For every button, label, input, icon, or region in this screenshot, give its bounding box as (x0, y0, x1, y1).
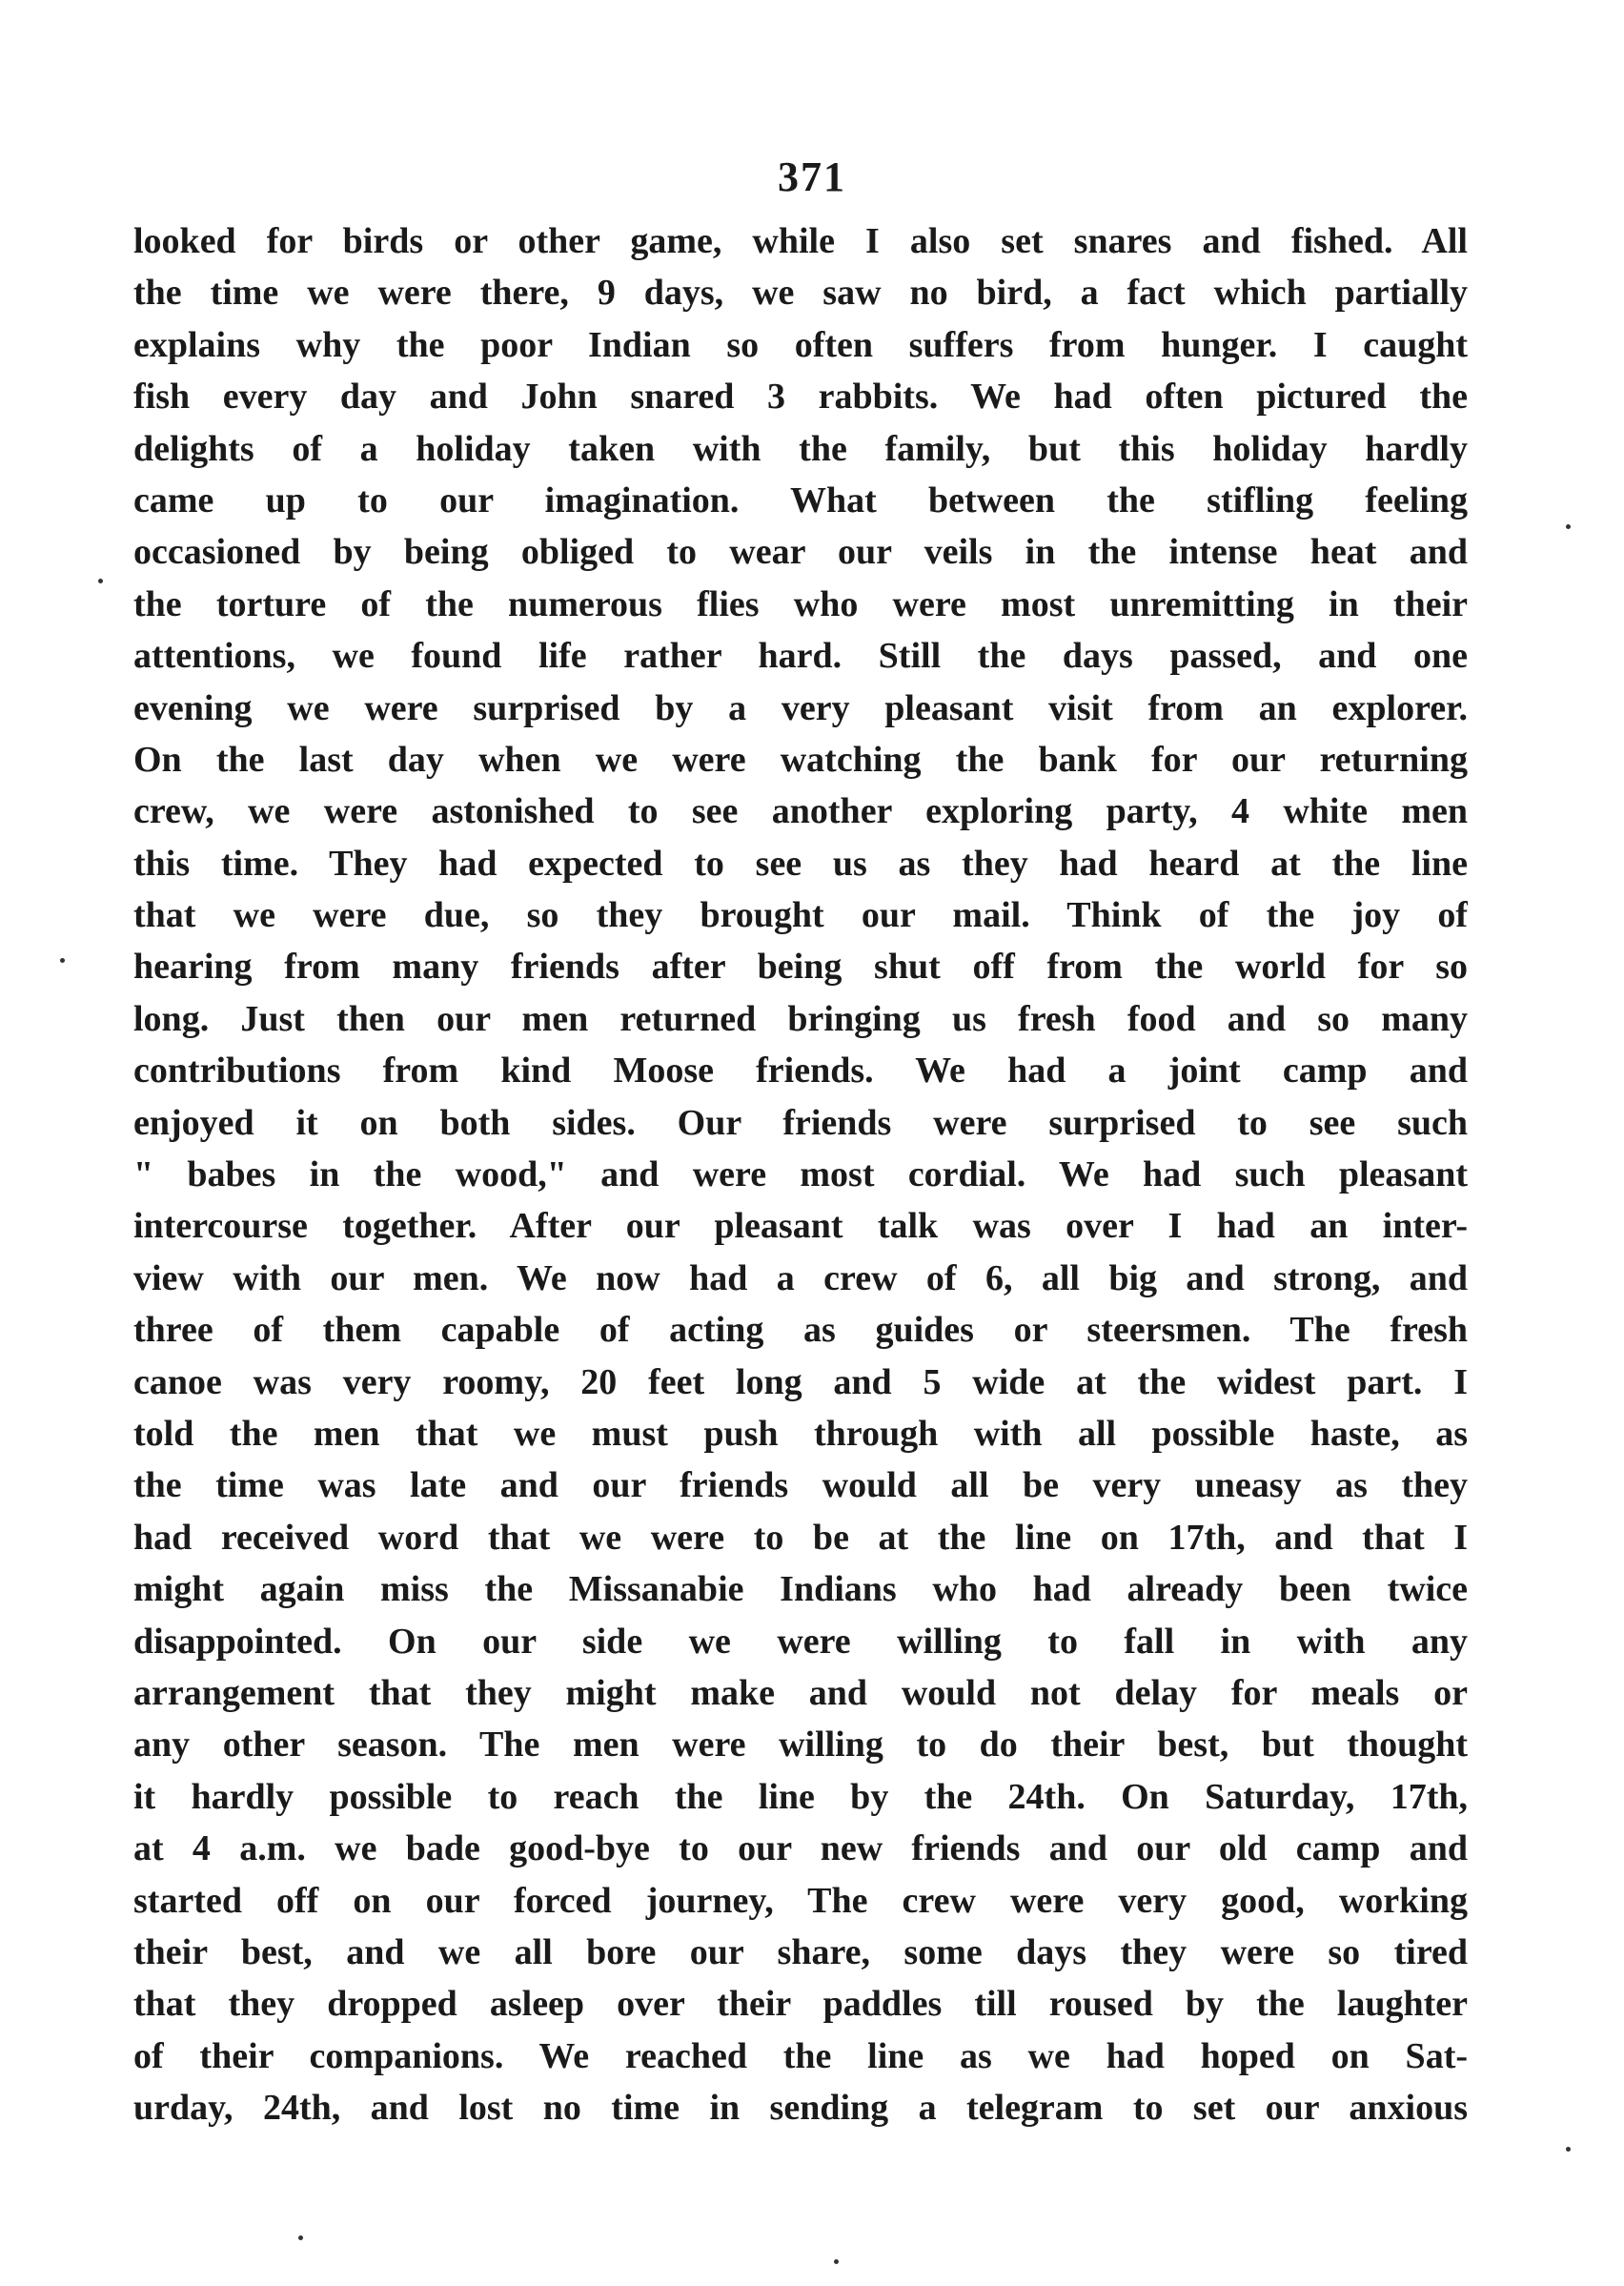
text-line: enjoyed it on both sides. Our friends were surprised to see such (133, 1102, 1468, 1143)
text-line: the torture of the numerous flies who were most unremitting in their (133, 583, 1468, 624)
text-line: evening we were surprised by a very pleasant visit from an explorer. (133, 687, 1468, 728)
text-line: three of them capable of acting as guides or steersmen. The fresh (133, 1310, 1468, 1351)
scan-speck (298, 2235, 303, 2240)
scan-speck (60, 958, 65, 963)
text-line: their best, and we all bore our share, some days they were so tired (133, 1931, 1468, 1972)
text-line: intercourse together. After our pleasant talk was over I had an inter- (133, 1206, 1468, 1247)
text-line: view with our men. We now had a crew of 6, all big and strong, and (133, 1257, 1468, 1298)
text-line: the time was late and our friends would all be very uneasy as they (133, 1465, 1468, 1506)
text-line: looked for birds or other game, while I also set snares and fished. All (133, 221, 1468, 261)
text-line: hearing from many friends after being shut off from the world for so (133, 947, 1468, 988)
text-line: disappointed. On our side we were willing to fall in with any (133, 1621, 1468, 1662)
text-line: On the last day when we were watching the bank for our returning (133, 739, 1468, 780)
page-number: 371 (778, 153, 846, 200)
text-line: crew, we were astonished to see another exploring party, 4 white men (133, 791, 1468, 832)
text-line: urday, 24th, and lost no time in sending a telegram to set our anxious (133, 2088, 1468, 2129)
text-line: came up to our imagination. What between the stifling feeling (133, 480, 1468, 520)
text-line: occasioned by being obliged to wear our veils in the intense heat and (133, 532, 1468, 573)
text-line: attentions, we found life rather hard. Still the days passed, and one (133, 636, 1468, 677)
text-line: contributions from kind Moose friends. We had a joint camp and (133, 1051, 1468, 1092)
text-line: at 4 a.m. we bade good-bye to our new friends and our old camp and (133, 1828, 1468, 1869)
scan-speck (98, 579, 103, 583)
text-line: it hardly possible to reach the line by the 24th. On Saturday, 17th, (133, 1776, 1468, 1817)
body-text (133, 215, 1468, 2133)
text-line: started off on our forced journey, The crew were very good, working (133, 1880, 1468, 1921)
text-line: had received word that we were to be at the line on 17th, and that I (133, 1517, 1468, 1558)
text-line: that they dropped asleep over their paddles till roused by the laughter (133, 1984, 1468, 2025)
text-line: arrangement that they might make and would not delay for meals or (133, 1672, 1468, 1713)
text-line: of their companions. We reached the line as we had hoped on Sat- (133, 2035, 1468, 2076)
text-line: " babes in the wood," and were most cordial. We had such pleasant (133, 1154, 1468, 1195)
text-line: might again miss the Missanabie Indians who had already been twice (133, 1569, 1468, 1610)
text-line: long. Just then our men returned bringing us fresh food and so many (133, 998, 1468, 1039)
text-line: canoe was very roomy, 20 feet long and 5 wide at the widest part. I (133, 1361, 1468, 1402)
scan-speck (834, 2259, 839, 2264)
text-line: told the men that we must push through with all possible haste, as (133, 1413, 1468, 1454)
scan-speck (1566, 524, 1571, 529)
scan-speck (1566, 2147, 1571, 2152)
text-line: the time we were there, 9 days, we saw no bird, a fact which partially (133, 273, 1468, 314)
text-line: delights of a holiday taken with the family, but this holiday hardly (133, 428, 1468, 469)
text-line: this time. They had expected to see us as they had heard at the line (133, 843, 1468, 884)
text-line: fish every day and John snared 3 rabbits. We had often pictured the (133, 377, 1468, 418)
text-line: that we were due, so they brought our mail. Think of the joy of (133, 895, 1468, 936)
text-line: any other season. The men were willing to do their best, but thought (133, 1725, 1468, 1766)
text-line: explains why the poor Indian so often suffers from hunger. I caught (133, 324, 1468, 365)
